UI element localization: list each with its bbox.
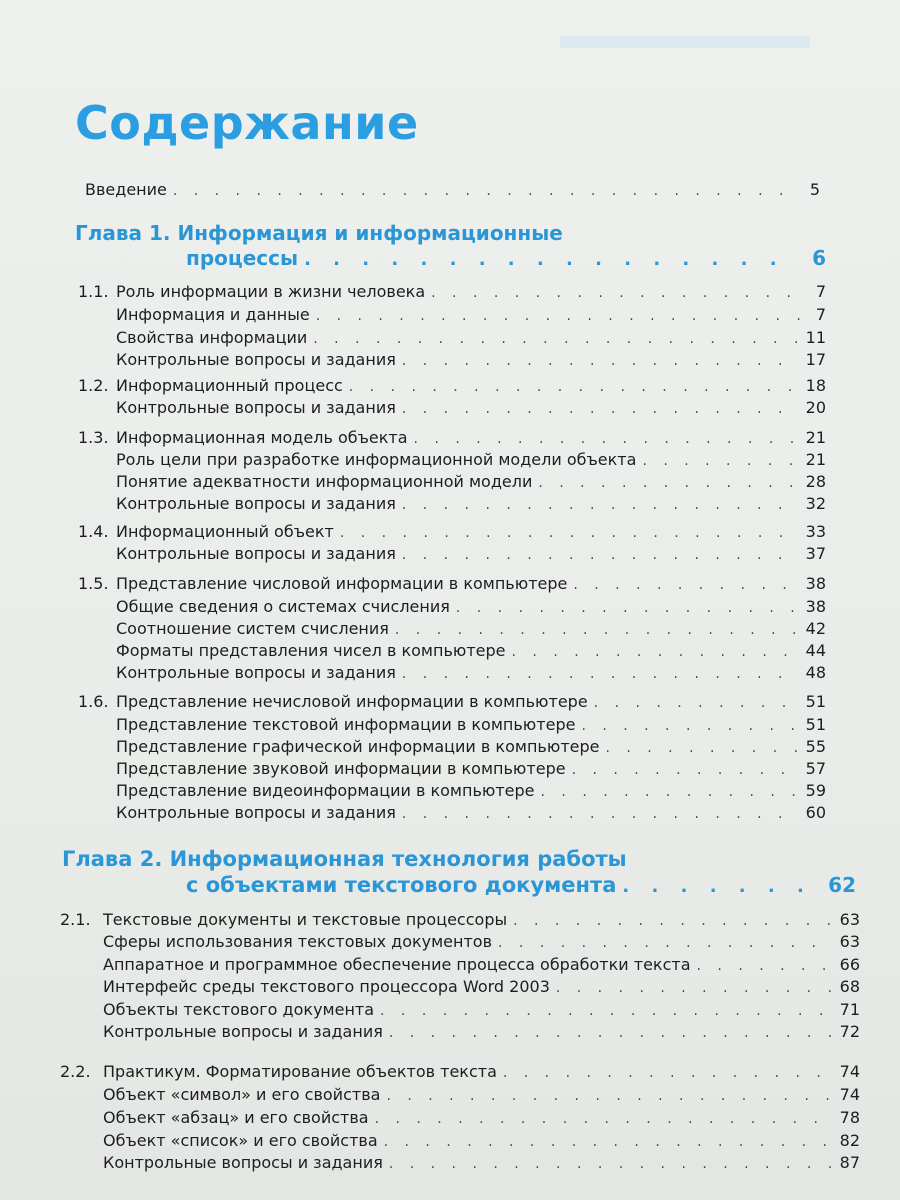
toc-item-label: Представление текстовой информации в компьютере <box>116 715 576 734</box>
toc-item-label: Контрольные вопросы и задания <box>116 803 396 822</box>
toc-item-label: Форматы представления чисел в компьютере <box>116 641 506 660</box>
leader-dots <box>384 1132 834 1152</box>
toc-item-number: 1.5. <box>78 574 109 593</box>
leader-dots <box>605 738 799 758</box>
leader-dots <box>316 306 800 326</box>
toc-item-label: Сферы использования текстовых документов <box>103 932 493 951</box>
leader-dots <box>173 181 794 201</box>
toc-item <box>78 641 826 662</box>
leader-dots <box>402 495 800 515</box>
toc-item-page: 38 <box>805 574 826 593</box>
toc-item <box>60 1062 860 1083</box>
toc-item-number: 1.3. <box>78 428 109 447</box>
toc-item-page: 11 <box>805 328 826 347</box>
toc-item-page: 63 <box>839 910 860 929</box>
leader-dots <box>386 1086 833 1106</box>
toc-intro <box>85 180 820 201</box>
toc-item-number: 2.2. <box>60 1062 91 1081</box>
toc-item <box>60 1000 860 1021</box>
toc-item <box>78 472 826 493</box>
toc-item-page: 42 <box>805 619 826 638</box>
toc-item-page: 51 <box>805 692 826 711</box>
toc-item <box>78 282 826 303</box>
toc-item-label: Информация и данные <box>116 305 310 324</box>
toc-item <box>78 715 826 736</box>
toc-item-page: 55 <box>805 737 826 756</box>
chapter-1-page: 6 <box>812 246 826 270</box>
toc-item-page: 28 <box>805 472 826 491</box>
chapter-2-page: 62 <box>828 873 856 897</box>
toc-item <box>78 522 826 543</box>
toc-item <box>78 574 826 595</box>
toc-item <box>78 737 826 758</box>
toc-item <box>78 619 826 640</box>
toc-item-page: 66 <box>839 955 860 974</box>
toc-item-label: Контрольные вопросы и задания <box>116 663 396 682</box>
toc-item <box>78 350 826 371</box>
leader-dots <box>431 283 800 303</box>
toc-item-page: 68 <box>839 977 860 996</box>
leader-dots <box>503 1063 834 1083</box>
leader-dots <box>349 377 800 397</box>
toc-item-label: Информационный объект <box>116 522 334 541</box>
toc-item-label: Соотношение систем счисления <box>116 619 389 638</box>
toc-item <box>78 803 826 824</box>
toc-item <box>78 544 826 565</box>
leader-dots <box>402 545 800 565</box>
leader-dots <box>402 664 800 684</box>
toc-item-page: 60 <box>805 803 826 822</box>
toc-item-label: Контрольные вопросы и задания <box>103 1153 383 1172</box>
leader-dots <box>402 399 800 419</box>
leader-dots <box>581 716 799 736</box>
toc-item <box>60 1085 860 1106</box>
toc-item-label: Контрольные вопросы и задания <box>116 544 396 563</box>
toc-item-page: 44 <box>805 641 826 660</box>
toc-item-page: 57 <box>805 759 826 778</box>
toc-item-page: 51 <box>805 715 826 734</box>
leader-dots <box>512 642 800 662</box>
toc-item-label: Объекты текстового документа <box>103 1000 375 1019</box>
toc-item <box>60 1022 860 1043</box>
toc-item-page: 72 <box>839 1022 860 1041</box>
leader-dots <box>538 473 799 493</box>
toc-item-page: 59 <box>805 781 826 800</box>
leader-dots <box>389 1154 834 1174</box>
toc-item <box>78 663 826 684</box>
toc-item <box>60 910 860 931</box>
leader-dots <box>304 247 800 273</box>
toc-item-label: Контрольные вопросы и задания <box>116 494 396 513</box>
toc-item <box>78 450 826 471</box>
toc-item <box>78 692 826 713</box>
leader-dots <box>642 451 799 471</box>
toc-item-label: Аппаратное и программное обеспечение процесса обработки текста <box>103 955 691 974</box>
leader-dots <box>313 329 799 349</box>
toc-item-label: Объект «список» и его свойства <box>103 1131 378 1150</box>
toc-item-number: 1.6. <box>78 692 109 711</box>
toc-item-page: 74 <box>839 1085 860 1104</box>
toc-item <box>60 932 860 953</box>
toc-item-label: Информационный процесс <box>116 376 343 395</box>
toc-item <box>78 376 826 397</box>
chapter-2-title-tail: с объектами текстового документа <box>186 873 617 897</box>
toc-item <box>60 1131 860 1152</box>
toc-item <box>78 428 826 449</box>
toc-item-label: Представление числовой информации в компьютере <box>116 574 568 593</box>
toc-item-label: Введение <box>85 180 167 199</box>
toc-item <box>78 597 826 618</box>
toc-item-number: 2.1. <box>60 910 91 929</box>
chapter-2-heading-line1: Глава 2. Информационная технология работы <box>62 847 627 871</box>
toc-item-page: 20 <box>805 398 826 417</box>
toc-item-page: 82 <box>839 1131 860 1150</box>
toc-item-page: 21 <box>805 428 826 447</box>
leader-dots <box>395 620 800 640</box>
chapter-2-heading-line2 <box>186 872 856 900</box>
toc-item-label: Контрольные вопросы и задания <box>116 398 396 417</box>
leader-dots <box>402 351 800 371</box>
chapter-1-heading-line1: Глава 1. Информация и информационные <box>75 221 563 245</box>
toc-item <box>78 494 826 515</box>
leader-dots <box>622 874 822 900</box>
toc-item-page: 71 <box>839 1000 860 1019</box>
toc-item-page: 7 <box>815 305 826 324</box>
toc-item-page: 32 <box>805 494 826 513</box>
toc-item-label: Общие сведения о системах счисления <box>116 597 450 616</box>
toc-item-label: Представление нечисловой информации в компьютере <box>116 692 588 711</box>
toc-item-page: 21 <box>805 450 826 469</box>
leader-dots <box>498 933 834 953</box>
leader-dots <box>573 575 799 595</box>
toc-item-label: Понятие адекватности информационной модели <box>116 472 533 491</box>
leader-dots <box>556 978 834 998</box>
toc-item-page: 17 <box>805 350 826 369</box>
toc-item-label: Представление видеоинформации в компьютере <box>116 781 535 800</box>
leader-dots <box>340 523 800 543</box>
toc-item <box>78 305 826 326</box>
toc-item <box>78 781 826 802</box>
running-header-bar <box>560 36 810 48</box>
toc-item-number: 1.1. <box>78 282 109 301</box>
toc-item-label: Роль цели при разработке информационной модели объекта <box>116 450 637 469</box>
toc-item-label: Контрольные вопросы и задания <box>116 350 396 369</box>
toc-item-label: Свойства информации <box>116 328 308 347</box>
toc-item <box>78 759 826 780</box>
toc-item <box>60 1108 860 1129</box>
toc-item-label: Роль информации в жизни человека <box>116 282 426 301</box>
toc-item-label: Объект «символ» и его свойства <box>103 1085 381 1104</box>
toc-item-page: 37 <box>805 544 826 563</box>
toc-item-page: 87 <box>839 1153 860 1172</box>
leader-dots <box>389 1023 834 1043</box>
toc-item-page: 63 <box>839 932 860 951</box>
toc-item-number: 1.4. <box>78 522 109 541</box>
toc-item-label: Контрольные вопросы и задания <box>103 1022 383 1041</box>
toc-item-page: 38 <box>805 597 826 616</box>
toc-item-number: 1.2. <box>78 376 109 395</box>
leader-dots <box>572 760 800 780</box>
leader-dots <box>513 911 834 931</box>
leader-dots <box>594 693 800 713</box>
toc-item-page: 78 <box>839 1108 860 1127</box>
toc-item-page: 74 <box>839 1062 860 1081</box>
toc-item <box>60 955 860 976</box>
toc-item <box>78 398 826 419</box>
toc-item-page: 33 <box>805 522 826 541</box>
leader-dots <box>697 956 834 976</box>
leader-dots <box>380 1001 834 1021</box>
chapter-1-heading-line2 <box>186 245 826 273</box>
toc-item-label: Представление графической информации в компьютере <box>116 737 600 756</box>
leader-dots <box>375 1109 834 1129</box>
toc-item-label: Практикум. Форматирование объектов текста <box>103 1062 497 1081</box>
toc-item-label: Объект «абзац» и его свойства <box>103 1108 369 1127</box>
leader-dots <box>541 782 800 802</box>
toc-item-label: Представление звуковой информации в компьютере <box>116 759 566 778</box>
leader-dots <box>414 429 800 449</box>
toc-item <box>78 328 826 349</box>
toc-item-page: 7 <box>815 282 826 301</box>
toc-item-page: 5 <box>809 180 820 199</box>
leader-dots <box>456 598 800 618</box>
toc-item-label: Текстовые документы и текстовые процессоры <box>103 910 508 929</box>
page-title: Содержание <box>75 96 419 150</box>
chapter-1-title-tail: процессы <box>186 246 299 270</box>
toc-item-label: Информационная модель объекта <box>116 428 408 447</box>
toc-item-page: 48 <box>805 663 826 682</box>
toc-item-page: 18 <box>805 376 826 395</box>
toc-item <box>60 977 860 998</box>
leader-dots <box>402 804 800 824</box>
toc-item-label: Интерфейс среды текстового процессора Word 2003 <box>103 977 550 996</box>
toc-item <box>60 1153 860 1174</box>
